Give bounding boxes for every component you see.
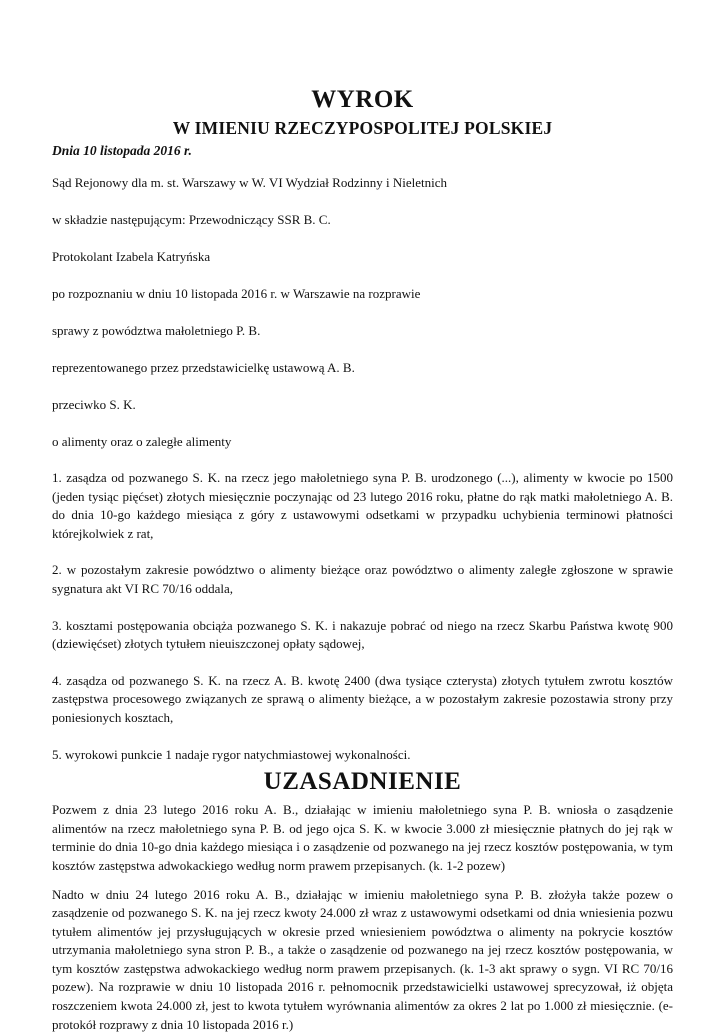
ruling-item-1: 1. zasądza od pozwanego S. K. na rzecz jego małoletniego syna P. B. urodzonego (...), alimenty w kwocie po 1500 (jeden tysiąc pięćset) złotych miesięcznie poczynając od 23 lutego 2016 roku, płatne do rąk matki małoletniego A. B. do dnia 10-go każdego miesiąca z góry z ustawowymi odsetkami w przypadku uchybienia terminowi płatności którejkolwiek z rat, (52, 469, 673, 543)
justification-body (52, 801, 673, 1034)
ruling-item-3: 3. kosztami postępowania obciąża pozwanego S. K. i nakazuje pobrać od niego na rzecz Skarbu Państwa kwotę 900 (dziewięćset) złotych tytułem nieuiszczonej opłaty sądowej, (52, 617, 673, 654)
justification-title: UZASADNIENIE (52, 768, 673, 796)
document-title: WYROK (52, 86, 673, 114)
case-defendant: przeciwko S. K. (52, 396, 673, 414)
case-plaintiff: sprawy z powództwa małoletniego P. B. (52, 322, 673, 340)
document-subtitle: W IMIENIU RZECZYPOSPOLITEJ POLSKIEJ (52, 117, 673, 139)
court-panel: w składzie następującym: Przewodniczący SSR B. C. (52, 211, 673, 229)
court-name: Sąd Rejonowy dla m. st. Warszawy w W. VI Wydział Rodzinny i Nieletnich (52, 174, 673, 192)
ruling-item-2: 2. w pozostałym zakresie powództwo o alimenty bieżące oraz powództwo o alimenty zaległe zgłoszone w sprawie sygnatura akt VI RC 70/16 oddala, (52, 561, 673, 598)
ruling-item-4: 4. zasądza od pozwanego S. K. na rzecz A. B. kwotę 2400 (dwa tysiące czterysta) złotych tytułem zwrotu kosztów zastępstwa procesowego związanych ze sprawą o alimenty bieżące, a w pozostałym zakresie pozostawia strony przy poniesionych kosztach, (52, 672, 673, 728)
justification-paragraph: Nadto w dniu 24 lutego 2016 roku A. B., działając w imieniu małoletniego syna P. B. złożyła także pozew o zasądzenie od pozwanego S. K. na jej rzecz kwoty 24.000 zł wraz z ustawowymi odsetkami od dnia wniesienia pozwu tytułem alimentów jej przysługujących w okresie przed wniesieniem powództwa o alimenty na pokrycie kosztów utrzymania małoletniego syna stron P. B., a także o zasądzenie od pozwanego na jej rzecz kosztów postępowania, w tym kosztów zastępstwa adwokackiego według norm prawem przepisanych. (k. 1-3 akt sprawy o sygn. VI RC 70/16 pozew). Na rozprawie w dniu 10 listopada 2016 r. pełnomocnik przedstawicielki ustawowej sprecyzował, iż objęta roszczeniem kwota 24.000 zł, jest to kwota tytułem wyrównania alimentów za okres 2 lat po 1.000 zł miesięcznie. (e-protokół rozprawy z dnia 10 listopada 2016 r.) (52, 886, 673, 1034)
court-composition (52, 174, 673, 451)
plaintiff-representative: reprezentowanego przez przedstawicielkę ustawową A. B. (52, 359, 673, 377)
ruling-list (52, 469, 673, 764)
justification-paragraph: Pozwem z dnia 23 lutego 2016 roku A. B., działając w imieniu małoletniego syna P. B. wniosła o zasądzenie alimentów na rzecz małoletniego syna P. B. od jego ojca S. K. w kwocie 3.000 zł miesięcznie płatnych do jej rąk w terminie do dnia 10-go dnia każdego miesiąca i o zasądzenie od pozwanego na jej rzecz kosztów postępowania, w tym kosztów zastępstwa adwokackiego według norm prawem przepisanych. (k. 1-2 pozew) (52, 801, 673, 875)
hearing-info: po rozpoznaniu w dniu 10 listopada 2016 r. w Warszawie na rozprawie (52, 285, 673, 303)
judgment-date: Dnia 10 listopada 2016 r. (52, 143, 673, 159)
court-clerk: Protokolant Izabela Katryńska (52, 248, 673, 266)
ruling-item-5: 5. wyrokowi punkcie 1 nadaje rygor natychmiastowej wykonalności. (52, 746, 673, 765)
case-subject: o alimenty oraz o zaległe alimenty (52, 433, 673, 451)
